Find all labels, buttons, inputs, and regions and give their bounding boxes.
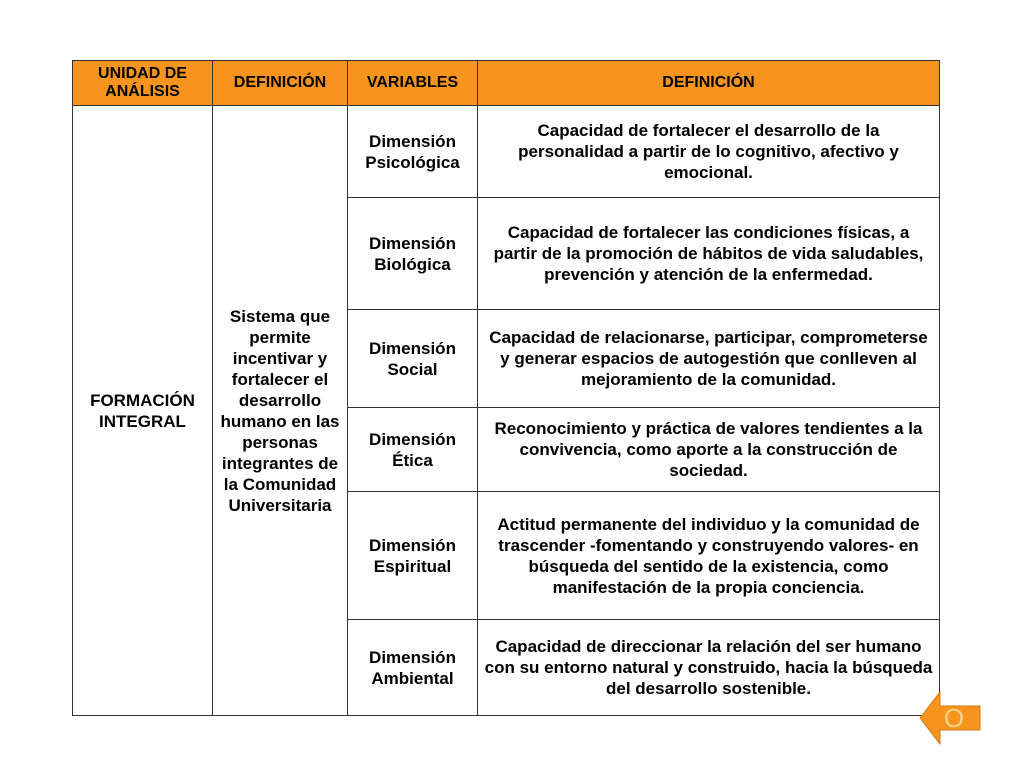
definitions-table — [72, 60, 940, 716]
definition-cell: Capacidad de direccionar la relación del ser humano con su entorno natural y construido, hacia la búsqueda del desarrollo sostenible. — [478, 620, 940, 716]
definition-cell: Capacidad de relacionarse, participar, comprometerse y generar espacios de autogestión que conlleven al mejoramiento de la comunidad. — [478, 310, 940, 408]
variable-cell: Dimensión Social — [348, 310, 478, 408]
definition-cell: Capacidad de fortalecer las condiciones físicas, a partir de la promoción de hábitos de vida saludables, prevención y atención de la enfermedad. — [478, 198, 940, 310]
nav-glyph: O — [943, 703, 965, 733]
back-arrow-icon — [918, 690, 984, 746]
variable-cell: Dimensión Psicológica — [348, 106, 478, 198]
variable-cell: Dimensión Biológica — [348, 198, 478, 310]
header-definicion: DEFINICIÓN — [213, 61, 348, 106]
variable-cell: Dimensión Ambiental — [348, 620, 478, 716]
table-row — [73, 106, 940, 198]
definition-cell: Capacidad de fortalecer el desarrollo de la personalidad a partir de lo cognitivo, afectivo y emocional. — [478, 106, 940, 198]
definition-cell: Reconocimiento y práctica de valores tendientes a la convivencia, como aporte a la construcción de sociedad. — [478, 408, 940, 492]
definition-cell: Actitud permanente del individuo y la comunidad de trascender -fomentando y construyendo valores- en búsqueda del sentido de la existencia, como manifestación de la propia conciencia. — [478, 492, 940, 620]
unit-definition-cell: Sistema que permite incentivar y fortalecer el desarrollo humano en las personas integrantes de la Comunidad Universitaria — [213, 106, 348, 716]
variable-cell: Dimensión Ética — [348, 408, 478, 492]
header-variables: VARIABLES — [348, 61, 478, 106]
back-button[interactable] — [918, 690, 984, 746]
header-definicion-2: DEFINICIÓN — [478, 61, 940, 106]
table-header-row — [73, 61, 940, 106]
unit-cell: FORMACIÓN INTEGRAL — [73, 106, 213, 716]
header-unidad: UNIDAD DE ANÁLISIS — [73, 61, 213, 106]
variable-cell: Dimensión Espiritual — [348, 492, 478, 620]
